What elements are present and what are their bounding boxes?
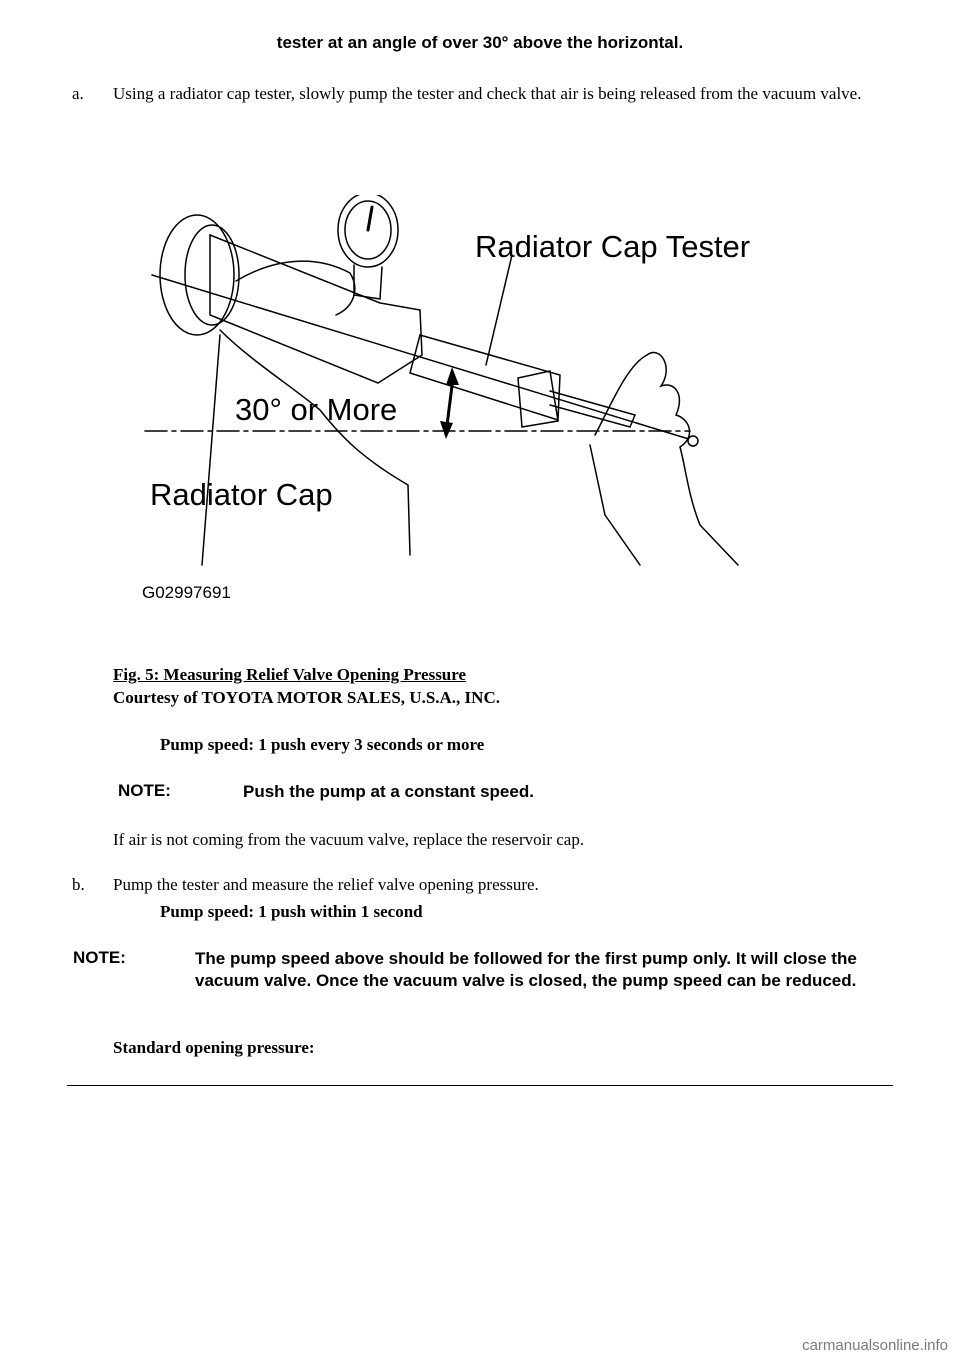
heading-line: tester at an angle of over 30° above the horizontal.	[276, 33, 684, 52]
figure-code: G02997691	[142, 583, 231, 602]
tester-leader-line	[486, 255, 512, 365]
figure-caption: Fig. 5: Measuring Relief Valve Opening Pressure	[113, 665, 467, 684]
note-2-text: The pump speed above should be followed for the first pump only. It will close the vacuum valve. Once the vacuum valve is closed, the pump speed can be reduced.	[195, 949, 857, 990]
step-b-text: Pump the tester and measure the relief valve opening pressure.	[113, 875, 539, 894]
note-1-text: Push the pump at a constant speed.	[243, 782, 534, 801]
label-radiator-cap: Radiator Cap	[150, 477, 333, 512]
figure-courtesy: Courtesy of TOYOTA MOTOR SALES, U.S.A., INC.	[113, 688, 500, 707]
note-2-label: NOTE:	[73, 948, 126, 967]
tester-axis-line	[152, 275, 692, 440]
cap-leader-line	[202, 335, 220, 565]
watermark: carmanualsonline.info	[802, 1337, 948, 1354]
angle-arrow	[440, 367, 459, 439]
label-angle: 30° or More	[235, 392, 398, 427]
axis-end-marker	[688, 436, 698, 446]
standard-opening-pressure-label: Standard opening pressure:	[113, 1038, 315, 1057]
radiator-cap-tester-illustration	[140, 195, 780, 615]
right-wrist-outline	[590, 445, 640, 565]
step-b	[72, 874, 872, 896]
step-a-letter: a.	[72, 84, 84, 103]
left-hand-outline	[220, 330, 410, 555]
spec-pump-speed-b: Pump speed: 1 push within 1 second	[160, 902, 423, 921]
label-radiator-cap-tester: Radiator Cap Tester	[475, 229, 751, 264]
step-b-letter: b.	[72, 875, 85, 894]
tester-cylinder	[210, 235, 422, 383]
radiator-cap-inner	[185, 225, 239, 325]
bottom-rule	[67, 1085, 893, 1086]
replace-instruction: If air is not coming from the vacuum valve, replace the reservoir cap.	[113, 830, 585, 849]
note-1-label: NOTE:	[118, 781, 171, 800]
pressure-gauge-needle	[368, 207, 372, 230]
step-a	[72, 83, 872, 129]
spec-pump-speed-a: Pump speed: 1 push every 3 seconds or more	[160, 735, 485, 754]
right-hand-outline	[595, 353, 738, 565]
step-a-text: Using a radiator cap tester, slowly pump the tester and check that air is being released from the vacuum valve.	[113, 84, 862, 103]
